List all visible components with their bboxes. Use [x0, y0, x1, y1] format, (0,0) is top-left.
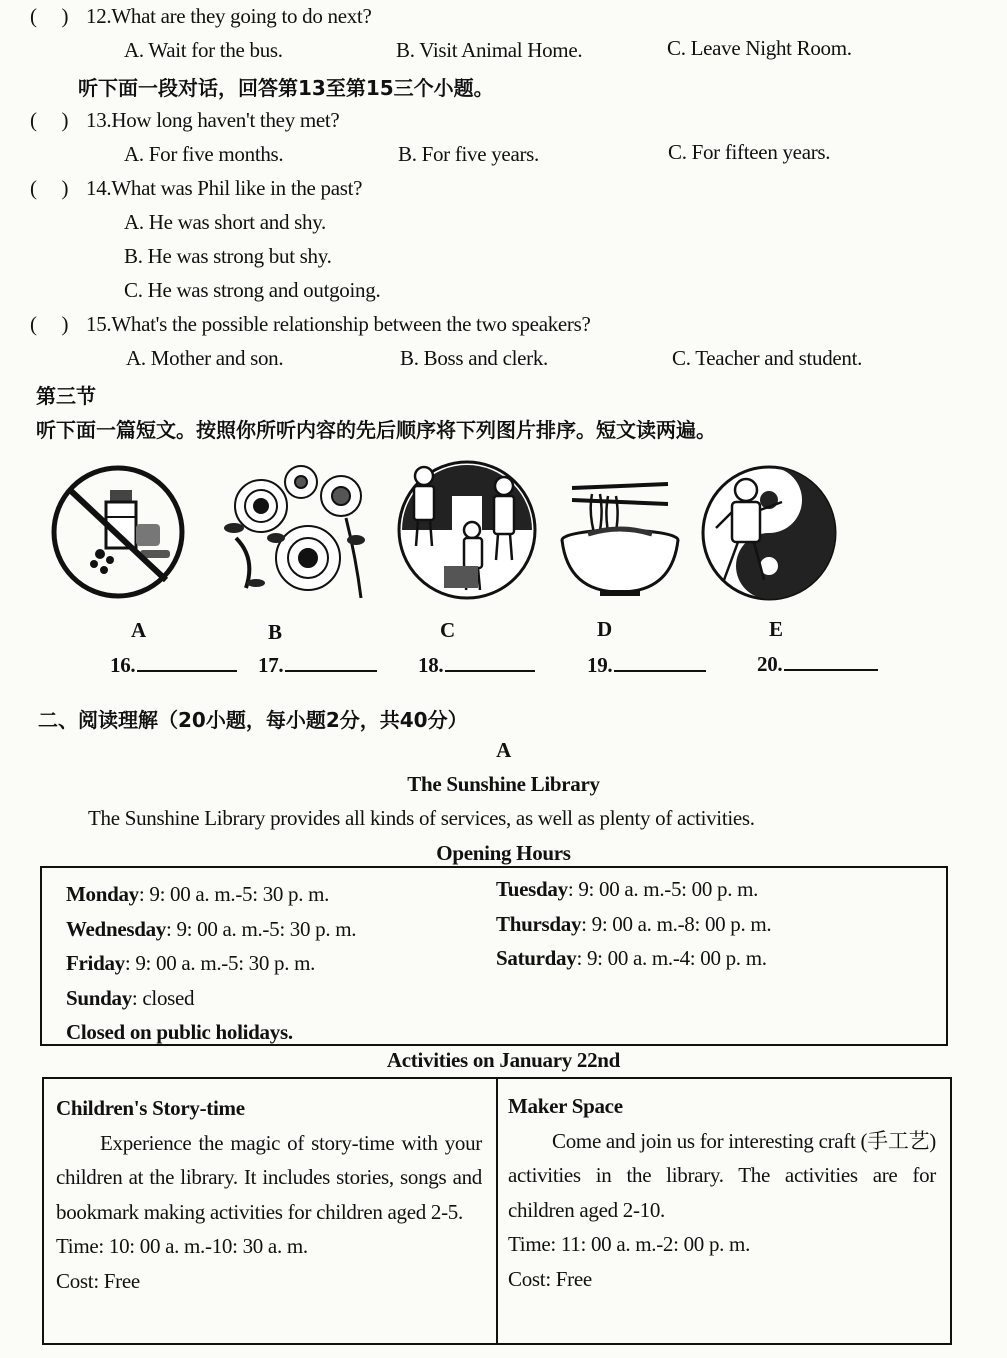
answer-slot-18[interactable]: 18. — [418, 652, 535, 678]
activities-divider — [496, 1079, 498, 1343]
q13-option-b: B. For five years. — [398, 142, 539, 166]
hours-tuesday: Tuesday: 9: 00 a. m.-5: 00 p. m. — [496, 877, 759, 901]
picture-letter-b: B — [268, 620, 282, 644]
activity-time: Time: 10: 00 a. m.-10: 30 a. m. — [56, 1234, 308, 1258]
answer-paren[interactable]: ( ) — [30, 4, 69, 28]
library-title: The Sunshine Library — [407, 772, 600, 796]
answer-slot-20[interactable]: 20. — [757, 651, 878, 677]
question-14 — [30, 176, 362, 201]
question-text: How long haven't they met? — [111, 108, 340, 132]
question-12 — [30, 4, 371, 29]
hours-friday: Friday: 9: 00 a. m.-5: 30 p. m. — [66, 951, 316, 975]
activities-table — [42, 1077, 952, 1345]
answer-paren[interactable]: ( ) — [30, 108, 69, 132]
hours-note: Closed on public holidays. — [66, 1020, 293, 1044]
q15-option-c: C. Teacher and student. — [672, 346, 863, 370]
no-medicine-icon — [48, 462, 188, 602]
q15-option-b: B. Boss and clerk. — [400, 346, 548, 370]
hours-wednesday: Wednesday: 9: 00 a. m.-5: 30 p. m. — [66, 916, 357, 941]
reading-part-title: 二、阅读理解（20小题，每小题2分，共40分） — [38, 708, 468, 732]
hours-sunday: Sunday: closed — [66, 985, 195, 1010]
q12-option-c: C. Leave Night Room. — [667, 36, 852, 60]
hours-thursday: Thursday: 9: 00 a. m.-8: 00 p. m. — [496, 911, 772, 936]
activity-time: Time: 11: 00 a. m.-2: 00 p. m. — [508, 1232, 751, 1256]
question-13 — [30, 108, 339, 133]
answer-slot-17[interactable]: 17. — [258, 652, 377, 678]
question-number: 15. — [86, 312, 112, 336]
hours-right-column — [496, 872, 771, 1044]
picture-letter-e: E — [769, 617, 783, 641]
activity-title: Children's Story-time — [56, 1096, 245, 1120]
q14-option-c: C. He was strong and outgoing. — [124, 278, 381, 302]
hours-monday: Monday: 9: 00 a. m.-5: 30 p. m. — [66, 882, 330, 906]
library-intro: The Sunshine Library provides all kinds of services, as well as plenty of activities. — [88, 806, 755, 830]
family-icon — [392, 456, 542, 601]
activity-story-time — [56, 1091, 482, 1343]
answer-slot-16[interactable]: 16. — [110, 652, 237, 678]
q13-option-a: A. For five months. — [124, 142, 284, 166]
activity-title: Maker Space — [508, 1094, 623, 1118]
passage-letter: A — [496, 738, 511, 762]
activity-description: Come and join us for interesting craft (手工艺) activities in the library. The activities are for children aged 2-10. — [508, 1128, 936, 1222]
activities-heading: Activities on January 22nd — [386, 1048, 621, 1072]
question-number: 12. — [86, 4, 112, 28]
activity-maker-space — [508, 1089, 936, 1343]
picture-letter-d: D — [597, 617, 612, 641]
activity-cost: Cost: Free — [508, 1266, 592, 1291]
opening-hours-table — [40, 866, 948, 1046]
q15-option-a: A. Mother and son. — [126, 346, 284, 370]
hours-saturday: Saturday: 9: 00 a. m.-4: 00 p. m. — [496, 946, 767, 970]
question-15 — [30, 312, 591, 337]
picture-letter-a: A — [131, 618, 146, 642]
activity-cost: Cost: Free — [56, 1268, 140, 1293]
picture-letter-c: C — [440, 618, 455, 642]
flowers-icon — [216, 458, 376, 608]
taichi-icon — [698, 462, 840, 604]
instruction-13-15: 听下面一段对话，回答第13至第15三个小题。 — [78, 76, 494, 100]
q14-option-b: B. He was strong but shy. — [124, 244, 332, 268]
q12-option-b: B. Visit Animal Home. — [396, 38, 583, 62]
question-text: What's the possible relationship between the two speakers? — [111, 312, 591, 336]
hours-left-column — [66, 877, 356, 1044]
activity-description: Experience the magic of story-time with your children at the library. It includes stories, songs and bookmark making activities for children aged 2-5. — [56, 1130, 482, 1224]
question-number: 14. — [86, 176, 112, 200]
section3-instruction: 听下面一篇短文。按照你所听内容的先后顺序将下列图片排序。短文读两遍。 — [36, 418, 716, 442]
answer-slot-19[interactable]: 19. — [587, 652, 706, 678]
question-number: 13. — [86, 108, 112, 132]
noodles-icon — [558, 474, 682, 598]
section3-title: 第三节 — [36, 384, 96, 408]
opening-hours-heading: Opening Hours — [436, 841, 571, 865]
question-text: What was Phil like in the past? — [111, 176, 363, 200]
q13-option-c: C. For fifteen years. — [668, 140, 831, 164]
answer-paren[interactable]: ( ) — [30, 176, 69, 200]
answer-paren[interactable]: ( ) — [30, 312, 69, 336]
question-text: What are they going to do next? — [111, 4, 372, 28]
q14-option-a: A. He was short and shy. — [124, 210, 326, 234]
q12-option-a: A. Wait for the bus. — [124, 38, 283, 62]
